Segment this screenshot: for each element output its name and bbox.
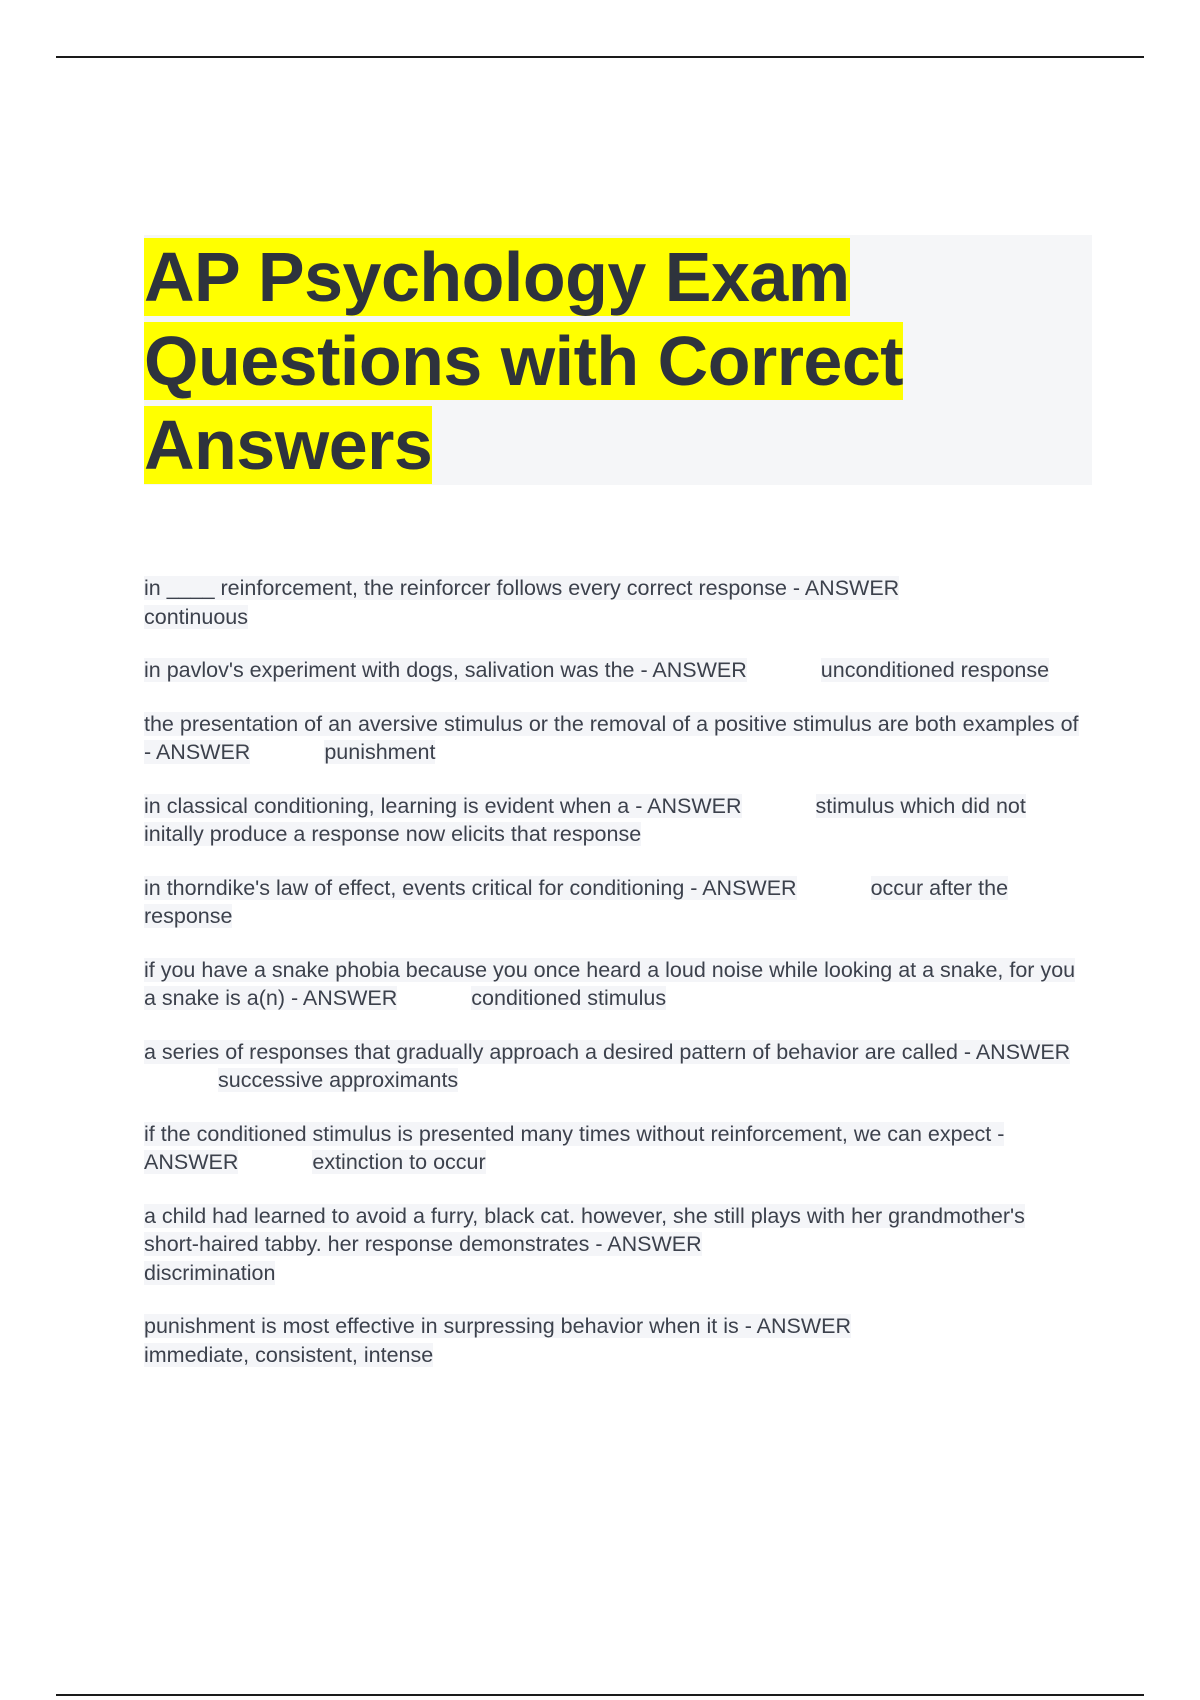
qa-item (144, 656, 1084, 685)
answer-text: successive approximants (218, 1068, 459, 1092)
question-text: if the conditioned stimulus is presented many times without reinforcement, we can expect - ANSWER (144, 1121, 1005, 1174)
qa-list (144, 574, 1084, 1394)
answer-text: stimulus which did not initally produce a response now elicits that response (144, 793, 1026, 846)
answer-text: immediate, consistent, intense (144, 1342, 434, 1367)
question-text: a child had learned to avoid a furry, black cat. however, she still plays with her grandmother's short-haired tabby. her response demonstrates - ANSWER (144, 1203, 1025, 1256)
qa-item (144, 874, 1084, 931)
qa-item (144, 1202, 1084, 1288)
qa-item (144, 956, 1084, 1013)
question-text: the presentation of an aversive stimulus or the removal of a positive stimulus are both examples of - ANSWER (144, 711, 1079, 764)
top-rule (56, 56, 1144, 58)
qa-item (144, 574, 1084, 631)
answer-text: conditioned stimulus (471, 986, 667, 1010)
qa-item (144, 710, 1084, 767)
answer-text: discrimination (144, 1260, 276, 1285)
title-line-3: Answers (144, 406, 433, 484)
question-text: a series of responses that gradually approach a desired pattern of behavior are called - ANSWER (144, 1039, 1071, 1064)
answer-text: extinction to occur (312, 1150, 486, 1174)
question-text: if you have a snake phobia because you once heard a loud noise while looking at a snake, for you a snake is a(n) - ANSWER (144, 957, 1076, 1010)
qa-item (144, 1120, 1084, 1177)
qa-item (144, 1312, 1084, 1369)
document-title (144, 235, 1092, 487)
qa-item (144, 1038, 1084, 1095)
title-line-1: AP Psychology Exam (144, 238, 850, 316)
title-block (144, 235, 1092, 485)
answer-text: unconditioned response (820, 658, 1050, 682)
title-line-2: Questions with Correct (144, 322, 904, 400)
answer-text: occur after the response (144, 875, 1009, 928)
question-text: in ____ reinforcement, the reinforcer follows every correct response - ANSWER (144, 576, 900, 600)
question-text: punishment is most effective in surpressing behavior when it is - ANSWER (144, 1314, 852, 1338)
qa-item (144, 792, 1084, 849)
answer-text: continuous (144, 604, 248, 629)
bottom-rule (56, 1694, 1144, 1696)
question-text: in pavlov's experiment with dogs, salivation was the - ANSWER (144, 658, 747, 682)
question-text: in classical conditioning, learning is evident when a - ANSWER (144, 793, 742, 818)
question-text: in thorndike's law of effect, events critical for conditioning - ANSWER (144, 875, 797, 900)
answer-text: punishment (324, 740, 436, 764)
